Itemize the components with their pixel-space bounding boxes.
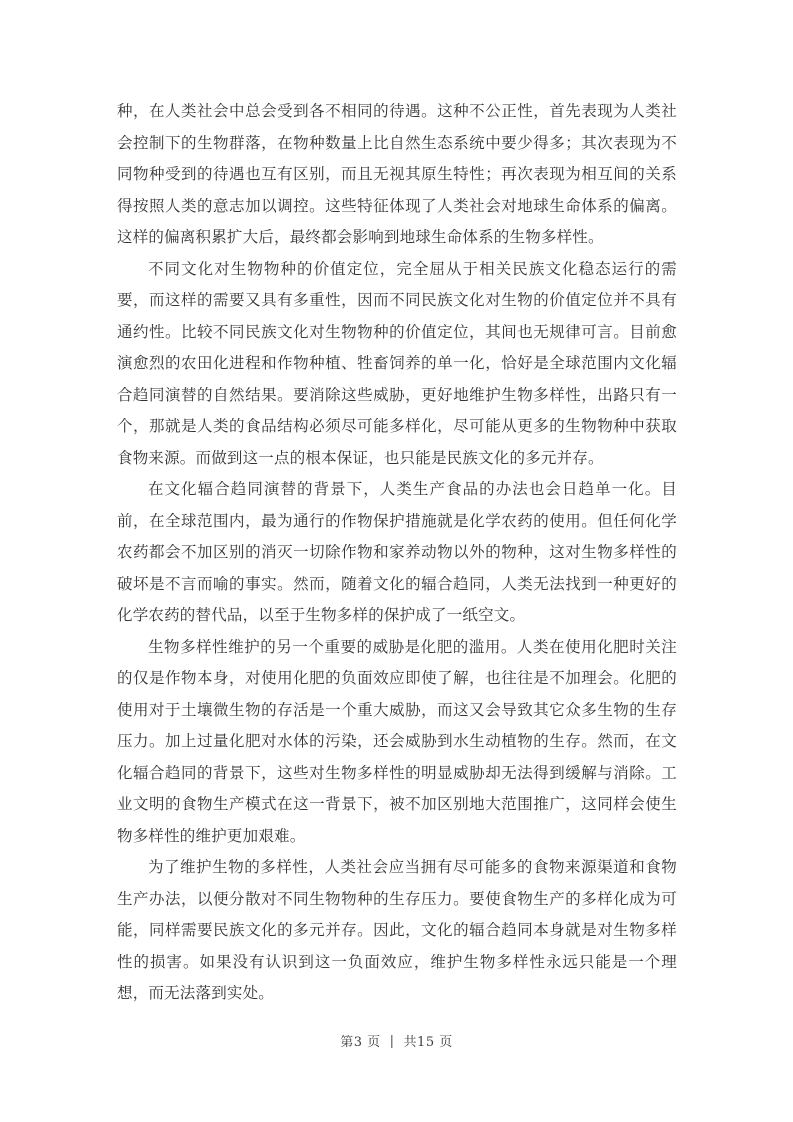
footer-separator: | — [389, 1034, 395, 1049]
paragraph-value-positioning: 不同文化对生物物种的价值定位，完全屈从于相关民族文化稳态运行的需要，而这样的需要又具有多重性，因而不同民族文化对生物的价值定位并不具有通约性。比较不同民族文化对生物物种的价值定位，其间也无规律可言。目前愈演愈烈的农田化进程和作物种植、牲畜饲养的单一化，恰好是全球范围内文化辐合趋同演替的自然结果。要消除这些威胁，更好地维护生物多样性，出路只有一个，那就是人类的食品结构必须尽可能多样化，尽可能从更多的生物物种中获取食物来源。而做到这一点的根本保证，也只能是民族文化的多元并存。 — [117, 259, 677, 467]
paragraph-continuation: 种，在人类社会中总会受到各不相同的待遇。这种不公正性，首先表现为人类社会控制下的生物群落，在物种数量上比自然生态系统中要少得多；其次表现为不同物种受到的待遇也互有区别，而且无视其原生特性；再次表现为相互间的关系得按照人类的意志加以调控。这些特征体现了人类社会对地球生命体系的偏离。这样的偏离积累扩大后，最终都会影响到地球生命体系的生物多样性。 — [117, 102, 677, 246]
paragraph-fertilizer-abuse: 生物多样性维护的另一个重要的威胁是化肥的滥用。人类在使用化肥时关注的仅是作物本身，对使用化肥的负面效应即使了解，也往往是不加理会。化肥的使用对于土壤微生物的存活是一个重大威胁，而这又会导致其它众多生物的生存压力。加上过量化肥对水体的污染，还会威胁到水生动植物的生存。然而，在文化辐合趋同的背景下，这些对生物多样性的明显威胁却无法得到缓解与消除。工业文明的食物生产模式在这一背景下，被不加区别地大范围推广，这同样会使生物多样性的维护更加艰难。 — [117, 637, 677, 845]
page-footer — [0, 1031, 793, 1050]
document-body — [117, 96, 677, 1010]
current-page-number: 第3 页 — [340, 1035, 381, 1050]
total-page-count: 共15 页 — [403, 1035, 453, 1050]
paragraph-chemical-pesticides: 在文化辐合趋同演替的背景下，人类生产食品的办法也会日趋单一化。目前，在全球范围内，最为通行的作物保护措施就是化学农药的使用。但任何化学农药都会不加区别的消灭一切除作物和家养动物以外的物种，这对生物多样性的破坏是不言而喻的事实。然而，随着文化的辐合趋同，人类无法找到一种更好的化学农药的替代品，以至于生物多样的保护成了一纸空文。 — [117, 480, 677, 624]
paragraph-conclusion: 为了维护生物的多样性，人类社会应当拥有尽可能多的食物来源渠道和食物生产办法，以便分散对不同生物物种的生存压力。要使食物生产的多样化成为可能，同样需要民族文化的多元并存。因此，文化的辐合趋同本身就是对生物多样性的损害。如果没有认识到这一负面效应，维护生物多样性永远只能是一个理想，而无法落到实处。 — [117, 858, 677, 1002]
